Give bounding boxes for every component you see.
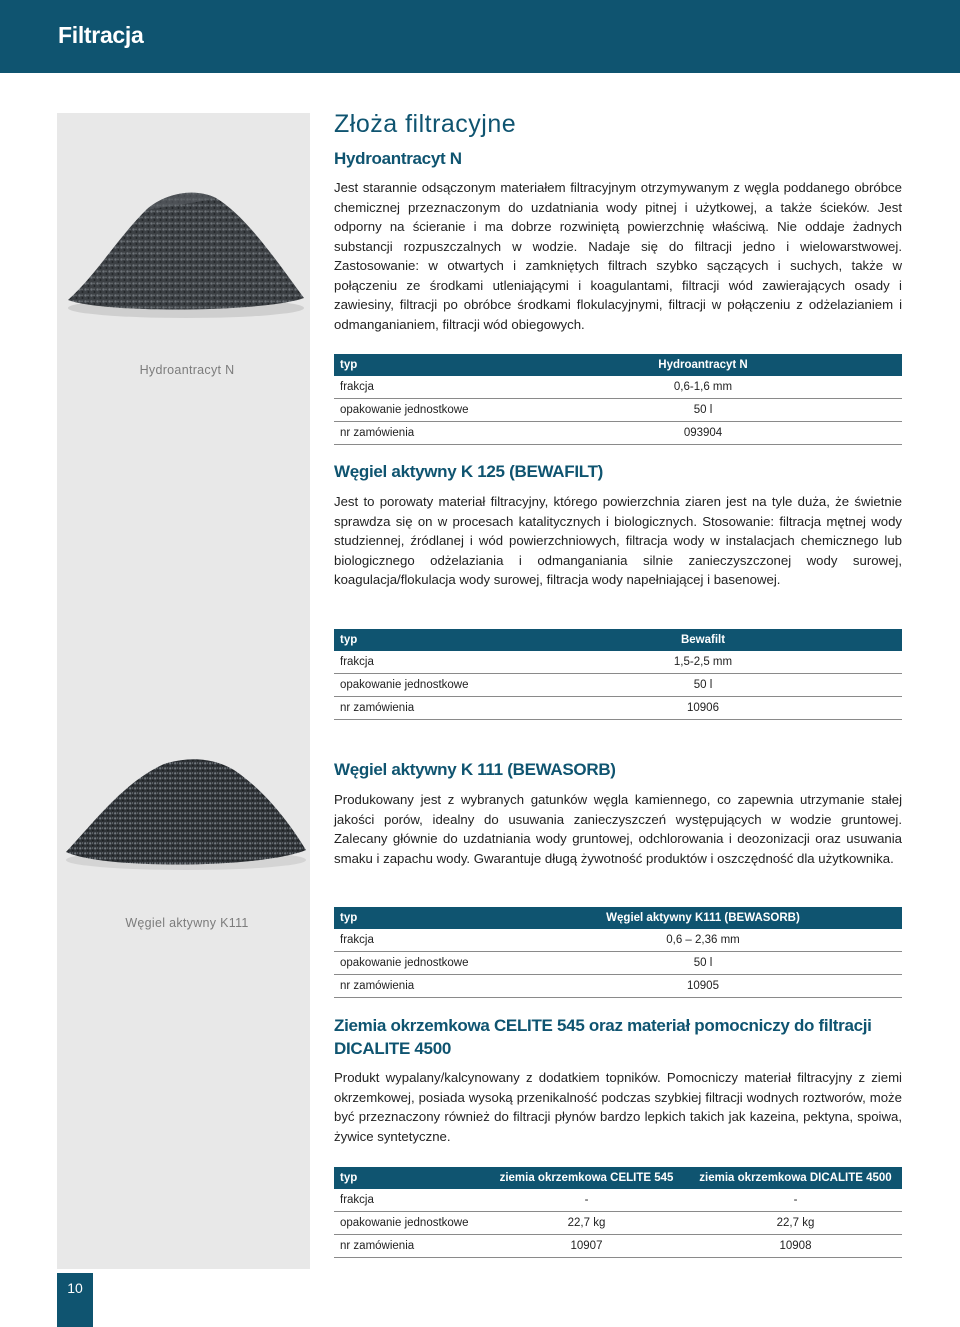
table-row bbox=[334, 975, 902, 998]
hydroantracyt-image bbox=[66, 180, 306, 320]
table-row bbox=[334, 651, 902, 674]
table-cell: nr zamówienia bbox=[334, 697, 504, 720]
table-cell: opakowanie jednostkowe bbox=[334, 1212, 484, 1235]
section-title-celite: Ziemia okrzemkowa CELITE 545 oraz materiał pomocniczy do filtracji DICALITE 4500 bbox=[334, 1016, 872, 1058]
table-cell: frakcja bbox=[334, 1189, 484, 1212]
table-cell: 10905 bbox=[504, 975, 902, 998]
table-header-row bbox=[334, 354, 902, 376]
table-header-cell: typ bbox=[334, 907, 504, 929]
table-header-row bbox=[334, 1167, 902, 1189]
table-cell: frakcja bbox=[334, 929, 504, 952]
section-text-hydroantracyt: Jest starannie odsączonym materiałem filtracyjnym otrzymywanym z węgla poddanego obróbce chemicznej przeznaczonym do uzdatniania wody pitnej i użytkowej, a także ścieków. Jest odporny na ścieranie i ma dobrze rozwiniętą powierzchnię właściwą. Nie oddaje żadnych substancji rozpuszczalnych w wodzie. Nadaje się do filtracji jedno i wielowarstwowej. Zastosowanie: w otwartych i zamkniętych filtrach szybko sączących i suchych, także w połączeniu ze środkami utleniającymi i koagulantami, filtracji wód zawierających osady i zawiesiny, filtracji po obróbce środkami flokulacyjnymi, filtracji w połączeniu z odżelazianiem i odmanganianiem, filtracji wód obiegowych. bbox=[334, 180, 902, 332]
table-header-row bbox=[334, 629, 902, 651]
k111-image bbox=[64, 752, 308, 876]
table-header-cell: typ bbox=[334, 1167, 484, 1189]
table-header-cell: typ bbox=[334, 629, 504, 651]
table-header-cell: ziemia okrzemkowa DICALITE 4500 bbox=[689, 1167, 902, 1189]
table-cell: 10906 bbox=[504, 697, 902, 720]
page-number: 10 bbox=[57, 1273, 93, 1327]
section-title-hydroantracyt: Hydroantracyt N bbox=[334, 149, 462, 168]
table-cell: opakowanie jednostkowe bbox=[334, 674, 504, 697]
table-row bbox=[334, 697, 902, 720]
table-cell: 10907 bbox=[484, 1235, 689, 1258]
table-row bbox=[334, 929, 902, 952]
table-cell: 50 l bbox=[504, 399, 902, 422]
table-header-cell: Hydroantracyt N bbox=[504, 354, 902, 376]
spec-table-bewasorb bbox=[334, 907, 902, 998]
table-cell: 50 l bbox=[504, 952, 902, 975]
table-row bbox=[334, 422, 902, 445]
table-cell: 50 l bbox=[504, 674, 902, 697]
header-bar bbox=[0, 0, 960, 73]
table-cell: 10908 bbox=[689, 1235, 902, 1258]
table-row bbox=[334, 674, 902, 697]
table-cell: 0,6-1,6 mm bbox=[504, 376, 902, 399]
table-cell: nr zamówienia bbox=[334, 422, 504, 445]
table-cell: opakowanie jednostkowe bbox=[334, 952, 504, 975]
spec-table-celite bbox=[334, 1167, 902, 1258]
table-cell: 22,7 kg bbox=[484, 1212, 689, 1235]
table-cell: 093904 bbox=[504, 422, 902, 445]
table-cell: 22,7 kg bbox=[689, 1212, 902, 1235]
table-header-cell: Węgiel aktywny K111 (BEWASORB) bbox=[504, 907, 902, 929]
table-cell: nr zamówienia bbox=[334, 1235, 484, 1258]
table-header-cell: Bewafilt bbox=[504, 629, 902, 651]
header-title: Filtracja bbox=[58, 22, 144, 48]
table-header-cell: ziemia okrzemkowa CELITE 545 bbox=[484, 1167, 689, 1189]
table-cell: frakcja bbox=[334, 651, 504, 674]
section-text-bewafilt: Jest to porowaty materiał filtracyjny, którego powierzchnia ziaren jest na tyle duża, że świetnie sprawdza się on w procesach katalitycznych i biologicznych. Stosowanie: filtracja mętnej wody studziennej, źródlanej i wód powierzchniowych, filtracja wody w instalacjach chemicznego lub biologicznego odżelaziania i odmanganiania silnie zanieczyszczonej wody surowej, koagulacja/flokulacja wody surowej, filtracja wody napełniającej i basenowej. bbox=[334, 494, 902, 587]
table-cell: nr zamówienia bbox=[334, 975, 504, 998]
section-title-bewasorb: Węgiel aktywny K 111 (BEWASORB) bbox=[334, 760, 616, 779]
table-row bbox=[334, 1235, 902, 1258]
table-row bbox=[334, 399, 902, 422]
section-title-bewafilt: Węgiel aktywny K 125 (BEWAFILT) bbox=[334, 462, 604, 481]
table-cell: 1,5-2,5 mm bbox=[504, 651, 902, 674]
table-row bbox=[334, 1212, 902, 1235]
table-header-cell: typ bbox=[334, 354, 504, 376]
spec-table-bewafilt bbox=[334, 629, 902, 720]
table-cell: opakowanie jednostkowe bbox=[334, 399, 504, 422]
table-cell: frakcja bbox=[334, 376, 504, 399]
caption-hydroantracyt: Hydroantracyt N bbox=[139, 363, 235, 377]
table-cell: 0,6 – 2,36 mm bbox=[504, 929, 902, 952]
table-cell: - bbox=[689, 1189, 902, 1212]
section-text-bewasorb: Produkowany jest z wybranych gatunków węgla kamiennego, co zapewnia utrzymanie stałej jakości porów, idealny do usuwania zanieczyszczeń występujących w wodzie gruntowej. Zalecany głównie do uzdatniania wody gruntowej, odchlorowania i deozonizacji oraz usuwania smaku i zapachu wody. Gwarantuje długą żywotność produktów i oszczędność dla użytkownika. bbox=[334, 792, 902, 866]
table-cell: - bbox=[484, 1189, 689, 1212]
table-row bbox=[334, 376, 902, 399]
page-title: Złoża filtracyjne bbox=[334, 110, 517, 138]
table-row bbox=[334, 952, 902, 975]
section-text-celite: Produkt wypalany/kalcynowany z dodatkiem topników. Pomocniczy materiał filtracyjny z ziemi okrzemkowej, posiada wysoką przenikalność podczas szybkiej filtracji wodnych roztworów, może być przeznaczony również do filtracji płynów bardzo lepkich takich jak kazeina, pektyna, spoiwa, żywice syntetyczne. bbox=[334, 1070, 902, 1144]
caption-k111: Węgiel aktywny K111 bbox=[125, 916, 249, 930]
table-header-row bbox=[334, 907, 902, 929]
spec-table-hydroantracyt bbox=[334, 354, 902, 445]
table-row bbox=[334, 1189, 902, 1212]
